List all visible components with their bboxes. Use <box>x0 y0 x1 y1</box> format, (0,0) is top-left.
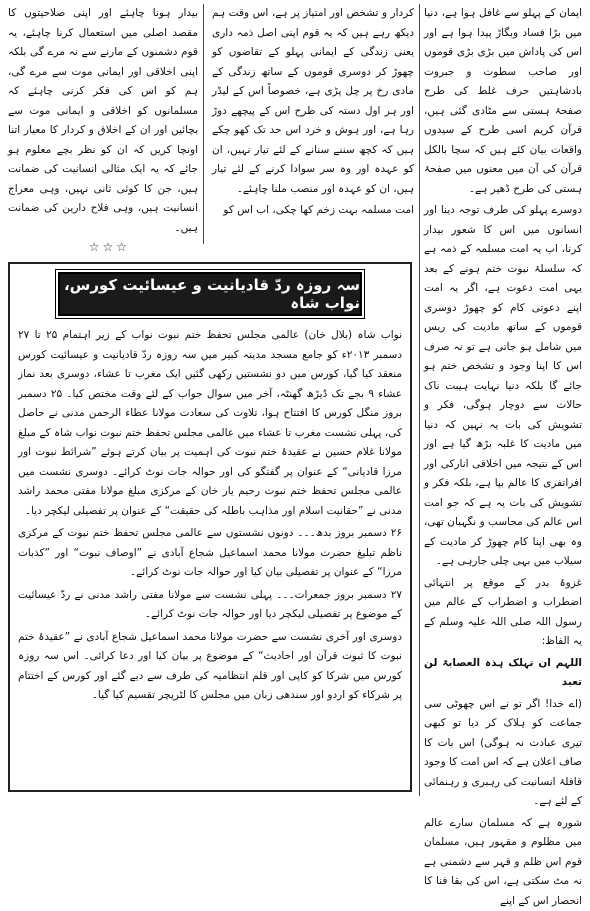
column-divider-left <box>203 4 204 244</box>
paragraph: نواب شاہ (بلال خان) عالمی مجلس تحفظ ختم نبوت نواب کے زیر اہتمام ۲۵ تا ۲۷ دسمبر ۲۰۱۳ء کو جامع مسجد مدینہ کبیر میں سہ روزہ ردّ قادیانیت و عیسائیت کورس منعقد کیا گیا، کورس میں دو نشستیں رکھی گئیں ایک مغرب تا عشاء، دوسری بعد نماز عشاء ۹ بجے تک ڈیڑھ گھنٹہ، آخر میں سوال جواب کے لئے وقت مختص کیا۔ ۲۵ دسمبر بروز منگل کورس کا افتتاح ہوا، تلاوت کی سعادت مولانا عطاء الرحمن مدنی نے حاصل کی، پہلی نشست مغرب تا عشاء میں عالمی مجلس تحفظ ختم نبوت نواب شاہ کے مبلغ مولانا غلام حسین نے عقیدۂ ختم نبوت کی اہمیت پر بیان کرتے ہوئے ”شرائط نبوت اور مرزا قادیانی“ کے عنوان پر گفتگو کی اور حوالہ جات نوٹ کرائے۔ دوسری نشست میں عالمی مجلس تحفظ ختم نبوت رحیم یار خان کے مرکزی مبلغ مولانا مفتی محمد راشد مدنی نے ”حقانیت اسلام اور مذاہب باطلہ کی حقیقت“ کے عنوان پر تفصیلی لیکچر دیا۔ <box>18 326 402 521</box>
paragraph: دوسرے پہلو کی طرف توجہ دینا اور انسانوں میں اس کا شعور بیدار کرنا، اب یہ امت مسلمہ کے ذمہ ہے کہ سلسلۂ نبوت ختم ہونے کے بعد یہی امت دعوت ہے، اگر یہ امت اپنے دعوتی کام کو چھوڑ دوسری قوموں کے ساتھ مادیت کی ریس میں شامل ہو جاتی ہے تو نہ صرف اس کا اپنا وجود و تشخص ختم ہو جائے گا بلکہ دنیا نہایت ہیبت ناک حالات سے دوچار ہوگی، فکر و تشویش کی بات یہ نہیں کہ دنیا میں مادیت کا غلبہ بڑھ گیا ہے اور اس کے نتیجہ میں اخلاقی انارکی اور افراتفری کا عالم بپا ہے، بلکہ فکر و تشویش کی بات یہ ہے کہ جو امت اس عالم کی محاسب و نگہبان تھی، وہ بھی اپنا کام چھوڑ کر مادیت کے سیلاب میں بہی چلی جارہی ہے۔ <box>424 201 582 572</box>
news-article-box <box>8 262 412 792</box>
column-left <box>8 4 198 234</box>
column-divider-right <box>419 4 420 796</box>
column-right <box>424 4 582 796</box>
paragraph: کردار و تشخص اور امتیاز پر ہے، اس وقت ہم دیکھ رہے ہیں کہ یہ قوم اپنی اصل ذمہ داری یعنی زندگی کے ایمانی پہلو کے تقاضوں کو چھوڑ کر دوسری قوموں کے ساتھ زندگی کے مادی رخ پر چل پڑی ہے، خصوصاً اس کے لیڈر اور ہر اول دستہ کی طرح اس کے پیچھے دوڑ رہا ہے، اور ہوش و خرد اس حد تک کھو چکے ہیں کہ کچھ سننے سنانے کے لئے تیار نہیں، ان کو عہدہ اور وہ سر سوادا کرنے کے لئے تیار ہیں، ان کو عہدہ اور منصب ملنا چاہئے۔ <box>212 4 414 199</box>
paragraph: دوسری اور آخری نشست سے حضرت مولانا محمد اسماعیل شجاع آبادی نے ”عقیدۂ ختم نبوت کا ثبوت قرآن اور احادیث“ کے موضوع پر بیان کیا اور دعا کرائی۔ اس سہ روزہ کورس میں شرکا کو کاپی اور قلم انتظامیہ کی طرف سے دیے گئے اور کورس کے اختتام پر شرکاء کو اردو اور سندھی زبان میں مجلس کا لٹریچر تقسیم کیا گیا۔ <box>18 628 402 706</box>
paragraph: غزوۂ بدر کے موقع پر انتہائی اضطراب و اضطراب کے عالم میں رسول اللہ صلی اللہ علیہ وسلم کے یہ الفاظ: <box>424 574 582 652</box>
paragraph: ۲۷ دسمبر بروز جمعرات۔۔۔ پہلی نشست سے مولانا مفتی راشد مدنی نے ردّ عیسائیت کے موضوع پر تفصیلی لیکچر دیا اور حوالہ جات نوٹ کرائے۔ <box>18 586 402 625</box>
arabic-quote: اللہم ان تہلک ہذہ العصابۃ لن تعبد <box>424 654 582 693</box>
article-headline: سہ روزہ ردّ قادیانیت و عیسائیت کورس، نواب شاہ <box>58 272 362 316</box>
paragraph: ۲۶ دسمبر بروز بدھ۔۔۔ دونوں نشستوں سے عالمی مجلس تحفظ ختم نبوت کے مرکزی ناظم تبلیغ حضرت مولانا محمد اسماعیل شجاع آبادی نے ”اوصاف نبوت“ اور ”کذبات مرزا“ کے عنوان پر تفصیلی بیان کیا اور حوالہ جات نوٹ کرائے۔ <box>18 524 402 583</box>
column-middle <box>212 4 414 252</box>
paragraph: امت مسلمہ بہت زخم کھا چکی، اب اس کو <box>212 201 414 221</box>
paragraph: ایمان کے پہلو سے غافل ہوا ہے، دنیا میں بڑا فساد وبگاڑ پیدا ہوا ہے اور اس کی پاداش میں بڑی بڑی قوموں اور صاحب سطوت و جبروت بادشاہتیں حرف غلط کی طرح صفحۂ ہستی سے مٹادی گئی ہیں، قرآن کریم اسی طرح کے سیدوں واقعات بیان کئے ہیں کہ سچا بالکل قرآن کی آن میں معنوں میں صفحۂ ہستی کی طرح ڈھیر ہے۔ <box>424 4 582 199</box>
stars-divider: ☆☆☆ <box>89 240 130 254</box>
article-body <box>10 322 410 713</box>
paragraph: (اے خدا! اگر تو نے اس چھوٹی سی جماعت کو ہلاک کر دیا تو کبھی تیری عبادت نہ ہوگی) اس بات کا صاف اعلان ہے کہ اس امت کا وجود قافلۂ انسانیت کی رہبری و رہنمائی کے لئے ہے۔ <box>424 695 582 812</box>
paragraph: شورہ ہے کہ مسلمان سارے عالم میں مظلوم و مقہور ہیں، مسلمان قوم اس ظلم و قہر سے دشمنی ہے نہ مٹ سکتی ہے، اس کی بقا فنا کا انحصار اس کے اپنے <box>424 814 582 911</box>
paragraph: بیدار ہونا چاہئے اور اپنی صلاحیتوں کا مقصد اصلی میں استعمال کرنا چاہئے، یہ قوم دشمنوں کے مارنے سے نہ مرے گی بلکہ اپنی اخلاقی اور ایمانی موت سے مرے گی، ہم کو اس کی فکر کرنی چاہئے کہ مسلمانوں کو اخلاقی و ایمانی موت سے بچائیں اور ان کے اخلاق و کردار کا معیار اتنا اونچا کریں کہ ان کو نظر بچے معلوم ہو جائے کہ یہ ایک مثالی انسانیت کی ضمانت ہیں، جن کا کوئی ثانی نہیں، وہی معراج انسانیت ہیں، وہی فلاح دارین کی ضمانت ہیں۔ <box>8 4 198 238</box>
